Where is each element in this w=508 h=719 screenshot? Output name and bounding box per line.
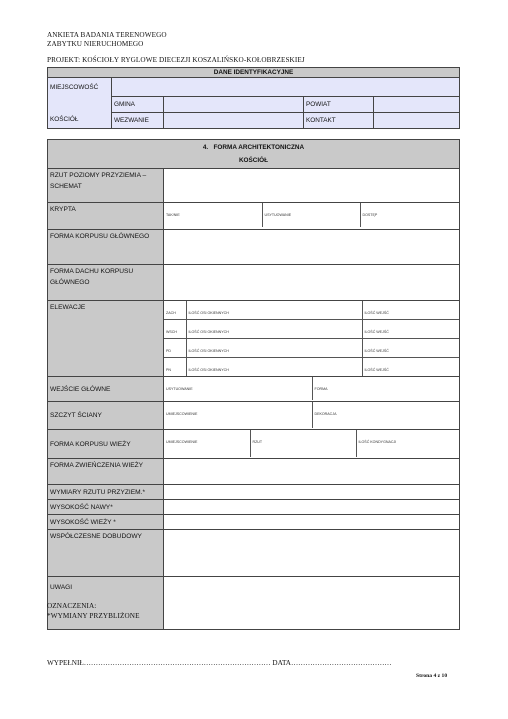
label-szczyt: SZCZYT ŚCIANY bbox=[48, 402, 164, 430]
label-zwienczenie: FORMA ZWIEŃCZENIA WIEŻY bbox=[48, 459, 164, 485]
field-pn-wejscia[interactable]: ILOŚĆ WEJŚĆ bbox=[362, 358, 460, 377]
label-miejscowosc: MIEJSCOWOŚĆ bbox=[48, 78, 112, 97]
field-krypta-dostep[interactable]: DOSTĘP bbox=[360, 203, 460, 227]
field-krypta-usytuowanie[interactable]: USYTUOWANIE bbox=[262, 203, 360, 227]
page-number: Strona 4 z 10 bbox=[416, 673, 448, 679]
field-zach-okienne[interactable]: ILOŚĆ OSI OKIENNYCH bbox=[186, 301, 362, 320]
field-powiat[interactable] bbox=[374, 96, 460, 112]
field-wezwanie[interactable] bbox=[164, 112, 304, 128]
label-krypta: KRYPTA bbox=[48, 203, 164, 230]
label-kosciol: KOŚCIÓŁ bbox=[48, 112, 112, 128]
label-dobudowy: WSPÓŁCZESNE DOBUDOWY bbox=[48, 530, 164, 577]
field-wejscie-forma[interactable]: FORMA bbox=[312, 377, 460, 400]
field-dobudowy[interactable] bbox=[164, 530, 460, 577]
field-gmina[interactable] bbox=[164, 96, 304, 112]
field-wsch-wejscia[interactable]: ILOŚĆ WEJŚĆ bbox=[362, 320, 460, 339]
architectural-form-table bbox=[47, 139, 460, 630]
signature-line: WYPEŁNIŁ…………………………………………………………………… DATA…………………………………… bbox=[47, 659, 392, 667]
field-forma-wiezy bbox=[164, 430, 460, 459]
field-wymiary[interactable] bbox=[164, 485, 460, 500]
elewacja-dir-pn: PN bbox=[164, 358, 186, 377]
label-uwagi: UWAGI bbox=[48, 577, 164, 630]
field-wieza-rzut[interactable]: RZUT bbox=[250, 430, 356, 457]
label-wysokosc-wiezy: WYSOKOŚĆ WIEŻY * bbox=[48, 515, 164, 530]
label-gmina: GMINA bbox=[112, 96, 164, 112]
field-zwienczenie[interactable] bbox=[164, 459, 460, 485]
field-krypta bbox=[164, 203, 460, 230]
section-subtitle: KOŚCIÓŁ bbox=[238, 157, 269, 164]
field-wsch-okienne[interactable]: ILOŚĆ OSI OKIENNYCH bbox=[186, 320, 362, 339]
field-wejscie-usytuowanie[interactable]: USYTUOWANIE bbox=[164, 377, 312, 400]
form-title-line1: ANKIETA BADANIA TERENOWEGO bbox=[47, 31, 167, 39]
identification-caption: DANE IDENTYFIKACYJNE bbox=[48, 68, 460, 78]
field-krypta-taknie[interactable]: TAK/NIE bbox=[164, 203, 262, 227]
szczyt-subtable bbox=[164, 402, 460, 428]
field-forma-korpusu[interactable] bbox=[164, 230, 460, 265]
notes-heading: OZNACZENIA: bbox=[47, 602, 97, 610]
label-forma-wiezy: FORMA KORPUSU WIEŻY bbox=[48, 430, 164, 459]
field-wysokosc-nawy[interactable] bbox=[164, 500, 460, 515]
field-wysokosc-wiezy[interactable] bbox=[164, 515, 460, 530]
field-forma-dachu[interactable] bbox=[164, 265, 460, 301]
label-wezwanie: WEZWANIE bbox=[112, 112, 164, 128]
field-miejscowosc[interactable] bbox=[112, 78, 460, 97]
wejscie-subtable bbox=[164, 377, 460, 400]
identification-table bbox=[47, 67, 460, 129]
label-wejscie: WEJŚCIE GŁÓWNE bbox=[48, 377, 164, 402]
wieza-subtable bbox=[164, 430, 460, 457]
field-szczyt-umiejscowienie[interactable]: UMIEJSCOWIENIE bbox=[164, 402, 312, 428]
elewacja-dir-pd: PD bbox=[164, 339, 186, 358]
field-szczyt bbox=[164, 402, 460, 430]
label-wymiary: WYMIARY RZUTU PRZYZIEM.* bbox=[48, 485, 164, 500]
notes-wymiary: *WYMIANY PRZYBLIŻONE bbox=[47, 612, 140, 620]
label-wysokosc-nawy: WYSOKOŚĆ NAWY* bbox=[48, 500, 164, 515]
form-title-line2: ZABYTKU NIERUCHOMEGO bbox=[47, 40, 144, 48]
field-pn-okienne[interactable]: ILOŚĆ OSI OKIENNYCH bbox=[186, 358, 362, 377]
field-zach-wejscia[interactable]: ILOŚĆ WEJŚĆ bbox=[362, 301, 460, 320]
field-elewacje bbox=[164, 301, 460, 377]
label-kontakt: KONTAKT bbox=[304, 112, 374, 128]
label-elewacje: ELEWACJE bbox=[48, 301, 164, 377]
field-uwagi[interactable] bbox=[164, 577, 460, 630]
section-title: FORMA ARCHITEKTONICZNA bbox=[213, 144, 305, 151]
field-pd-okienne[interactable]: ILOŚĆ OSI OKIENNYCH bbox=[186, 339, 362, 358]
label-rzut: RZUT POZIOMY PRZYZIEMIA – SCHEMAT bbox=[48, 169, 164, 203]
field-szczyt-dekoracja[interactable]: DEKORACJA bbox=[312, 402, 460, 428]
label-forma-dachu: FORMA DACHU KORPUSU GŁÓWNEGO bbox=[48, 265, 164, 301]
section-number: 4. bbox=[202, 144, 209, 151]
field-wieza-umiejscowienie[interactable]: UMIEJSCOWIENIE bbox=[164, 430, 250, 457]
label-forma-korpusu: FORMA KORPUSU GŁÓWNEGO bbox=[48, 230, 164, 265]
elewacja-dir-wsch: WSCH bbox=[164, 320, 186, 339]
krypta-subtable bbox=[164, 203, 460, 227]
field-wejscie bbox=[164, 377, 460, 402]
section-header bbox=[48, 140, 460, 169]
field-rzut[interactable] bbox=[164, 169, 460, 203]
field-kontakt[interactable] bbox=[374, 112, 460, 128]
field-pd-wejscia[interactable]: ILOŚĆ WEJŚĆ bbox=[362, 339, 460, 358]
elewacje-subtable bbox=[164, 301, 460, 376]
field-wieza-kondygnacje[interactable]: ILOŚĆ KONDYGNACJI bbox=[356, 430, 460, 457]
blank-cell bbox=[48, 96, 112, 112]
project-title: PROJEKT: KOŚCIOŁY RYGLOWE DIECEZJI KOSZALIŃSKO-KOŁOBRZESKIEJ bbox=[47, 56, 305, 64]
label-powiat: POWIAT bbox=[304, 96, 374, 112]
elewacja-dir-zach: ZACH bbox=[164, 301, 186, 320]
